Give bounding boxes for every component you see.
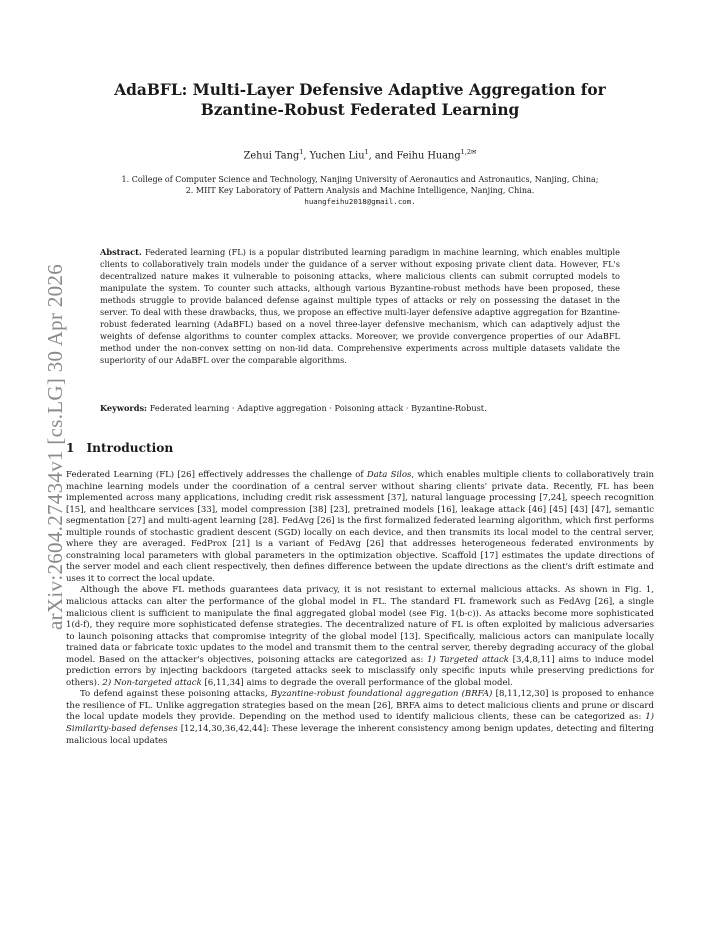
author-conjunction: and xyxy=(374,150,394,162)
introduction-body xyxy=(66,470,654,747)
section-number: 1 xyxy=(66,441,75,455)
author-affil-mark: 1,2✉ xyxy=(460,148,477,156)
paper-title xyxy=(0,80,720,120)
text-run: To defend against these poisoning attacks, xyxy=(80,689,271,700)
paragraph-3 xyxy=(66,689,654,747)
text-run: Federated Learning (FL) [26] effectively addresses the challenge of xyxy=(66,470,367,480)
abstract xyxy=(100,246,620,366)
keywords-text: Federated learning · Adaptive aggregation · Poisoning attack · Byzantine-Robust. xyxy=(149,403,487,413)
abstract-text: Federated learning (FL) is a popular distributed learning paradigm in machine learning, which enables multiple clients to collaboratively train models under the guidance of a server without exposing private client data. However, FL's decentralized nature makes it vulnerable to poisoning attacks, where malicious clients can submit corrupted models to manipulate the system. To counter such attacks, although various Byzantine-robust methods have been proposed, these methods struggle to provide balanced defense against multiple types of attacks or rely on possessing the dataset in the server. To deal with these drawbacks, thus, we propose an effective multi-layer defensive adaptive aggregation for Bzantine-robust federated learning (AdaBFL) based on a novel three-layer defensive mechanism, which can adaptively adjust the weights of defense algorithms to counter complex attacks. Moreover, we provide convergence properties of our AdaBFL method under the non-convex setting on non-iid data. Comprehensive experiments across multiple datasets validate the superiority of our AdaBFL over the comparable algorithms. xyxy=(100,247,620,366)
author-list: Zehui Tang$^1$, Yuchen Liu$^1$, and Feihu Huang$^{1,2✉}$ xyxy=(243,148,477,162)
paragraph-1 xyxy=(66,470,654,585)
emphasis: 1) Targeted attack xyxy=(427,654,509,665)
author-affil-mark: 1 xyxy=(364,148,369,156)
abstract-label: Abstract. xyxy=(100,247,142,257)
affiliation-1: 1. College of Computer Science and Technology, Nanjing University of Aeronautics and Astronautics, Nanjing, China; xyxy=(121,175,599,184)
text-run: Although the above FL methods guarantees data privacy, it is not resistant to external malicious attacks. As shown in Fig. 1, malicious attacks can alter the performance of the global model in FL. The standard FL framework such as FedAvg [26], a single malicious client is sufficient to manipulate the final aggregated global model (see Fig. 1(b-c)). As attacks become more sophisticated 1(d-f), they require more sophisticated defense strategies. The decentralized nature of FL is often exploited by malicious adversaries to launch poisoning attacks that compromise integrity of the global model [13]. Specifically, malicious actors can manipulate locally trained data or fabricate toxic updates to the model and transmit them to the central server, thereby degrading accuracy of the global model. Based on the attacker's objectives, poisoning attacks are categorized as: xyxy=(66,585,654,665)
keywords xyxy=(100,403,620,413)
text-run: [12,14,30,36,42,44]: These leverage the inherent consistency among benign updates, detecting and filtering malicious local updates xyxy=(66,724,655,746)
author-name: Yuchen Liu xyxy=(309,150,365,162)
affiliations xyxy=(0,174,720,207)
emphasis: Data Silos xyxy=(366,470,412,480)
emphasis: 1) Similarity-based defenses xyxy=(66,712,654,735)
emphasis: 2) Non-targeted attack xyxy=(102,677,202,688)
author-name: Feihu Huang xyxy=(396,150,461,162)
affiliation-2: 2. MIIT Key Laboratory of Pattern Analysis and Machine Intelligence, Nanjing, China. xyxy=(185,186,535,195)
section-heading xyxy=(66,441,173,455)
author-name: Zehui Tang xyxy=(243,150,300,162)
text-run: [3,4,8,11] aims to induce model prediction errors by injecting backdoors (targeted attacks seek to misclassify only specific inputs while preserving predictions for others). xyxy=(66,654,654,688)
title-line-2: Bzantine-Robust Federated Learning xyxy=(200,101,520,119)
emphasis: Byzantine-robust foundational aggregation (BRFA) xyxy=(270,689,493,700)
keywords-label: Keywords: xyxy=(100,403,148,413)
title-line-1: AdaBFL: Multi-Layer Defensive Adaptive Aggregation for xyxy=(114,81,606,99)
contact-email: huangfeihu2018@gmail.com. xyxy=(304,197,416,206)
text-run: [6,11,34] aims to degrade the overall performance of the global model. xyxy=(201,677,513,688)
text-run: [8,11,12,30] is proposed to enhance the resilience of FL. Unlike aggregation strategies based on the mean [26], BRFA aims to detect malicious clients and prune or discard the local update models they provide. Depending on the method used to identify malicious clients, these can be categorized as: xyxy=(66,689,654,723)
section-title: Introduction xyxy=(86,441,174,455)
text-run: , which enables multiple clients to collaboratively train machine learning models under the coordination of a central server without sharing clients' private data. Recently, FL has been implemented across many applications, including credit risk assessment [37], natural language processing [7,24], speech recognition [15], and healthcare services [33], model compression [38] [23], pretrained models [16], leakage attack [46] [45] [43] [47], semantic segmentation [27] and multi-agent learning [28]. FedAvg [26] is the first formalized federated learning algorithm, which first performs multiple rounds of stochastic gradient descent (SGD) locally on each device, and then transmits its local model to the central server, where they are averaged. FedProx [21] is a variant of FedAvg [26] that addresses heterogeneous federated environments by constraining local parameters with global parameters in the optimization objective. Scaffold [17] estimates the update directions of the server model and each client respectively, then defines difference between the update directions as the client's drift estimate and uses it to correct the local update. xyxy=(66,470,654,584)
author-affil-mark: 1 xyxy=(299,148,304,156)
arxiv-identifier: arXiv:2604.27434v1 [cs.LG] 30 Apr 2026 xyxy=(43,263,67,630)
paragraph-2 xyxy=(66,585,654,689)
